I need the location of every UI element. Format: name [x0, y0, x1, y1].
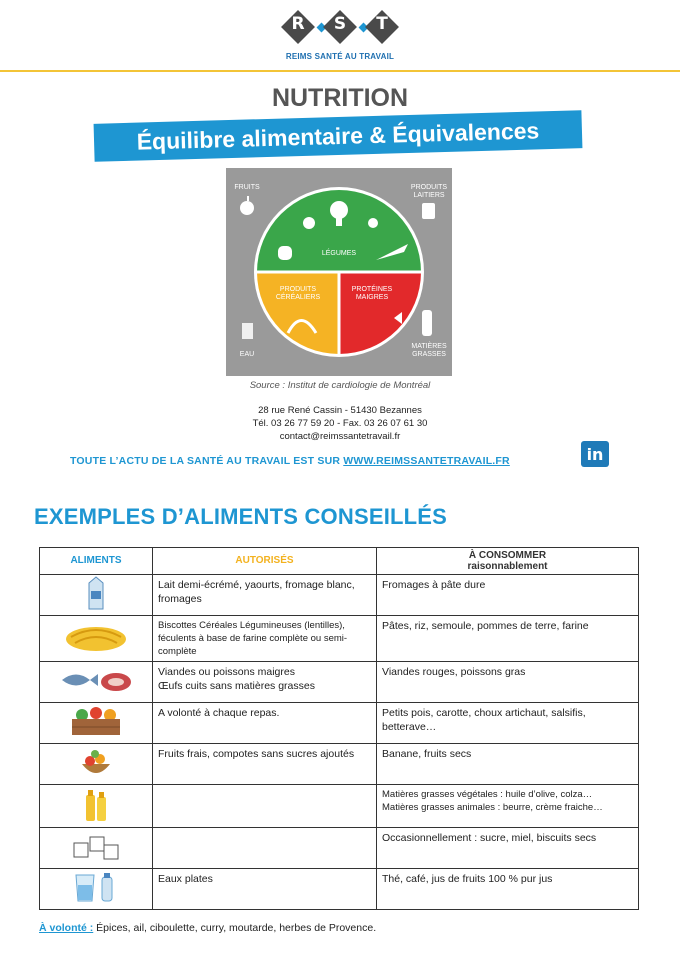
row-autorises: Eaux plates: [153, 869, 377, 910]
address-line: 28 rue René Cassin - 51430 Bezannes: [258, 405, 422, 416]
row-icon-cell: [40, 662, 153, 703]
label-vegetables: LÉGUMES: [321, 250, 357, 257]
header-aliments: ALIMENTS: [40, 548, 153, 575]
header-consommer: [377, 548, 639, 575]
table-row: [40, 575, 639, 616]
sugar-cubes-icon: [68, 829, 124, 863]
label-proteins-2: MAIGRES: [355, 294, 389, 301]
linkedin-icon[interactable]: in: [581, 441, 609, 467]
row-icon-cell: [40, 828, 153, 869]
row-icon-cell: [40, 785, 153, 828]
table-row: [40, 828, 639, 869]
fish-meat-icon: [56, 665, 136, 695]
logo-letter-t: T: [376, 14, 388, 34]
banner-title: Équilibre alimentaire & Équivalences: [136, 117, 540, 155]
plate-svg: [226, 168, 452, 376]
broccoli-stem: [336, 216, 342, 226]
nutrition-plate-figure: [226, 168, 452, 376]
rst-logo: [278, 8, 402, 64]
section-title: EXEMPLES D’ALIMENTS CONSEILLÉS: [34, 504, 448, 529]
row-autorises: Lait demi-écrémé, yaourts, fromage blanc, fromages: [153, 575, 377, 616]
row-autorises: Viandes ou poissons maigres Œufs cuits sans matières grasses: [153, 662, 377, 703]
label-dairy-2: LAITIERS: [413, 192, 445, 199]
milk-carton-icon: [81, 575, 111, 611]
row-consommer: Viandes rouges, poissons gras: [377, 662, 639, 703]
table-row: [40, 785, 639, 828]
table-row: [40, 744, 639, 785]
mushroom-icon: [368, 218, 378, 228]
news-line: [70, 455, 510, 467]
header-divider: [0, 70, 680, 72]
vegetable-crate-icon: [68, 705, 124, 737]
label-cereals-2: CÉRÉALIERS: [275, 294, 321, 301]
footer-lead: À volonté :: [39, 922, 94, 934]
row-consommer: Occasionnellement : sucre, miel, biscuits secs: [377, 828, 639, 869]
footer-text: Épices, ail, ciboulette, curry, moutarde, herbes de Provence.: [93, 922, 377, 934]
website-link[interactable]: WWW.REIMSSANTETRAVAIL.FR: [343, 455, 510, 467]
table-row: [40, 662, 639, 703]
table-header-row: [40, 548, 639, 575]
label-water: EAU: [239, 351, 255, 358]
logo-letter-r: R: [291, 14, 305, 34]
oil-bottles-icon: [81, 785, 111, 823]
fruit-bowl-icon: [78, 744, 114, 780]
row-autorises: A volonté à chaque repas.: [153, 703, 377, 744]
table-row: [40, 869, 639, 910]
row-consommer: Thé, café, jus de fruits 100 % pur jus: [377, 869, 639, 910]
row-consommer: Petits pois, carotte, choux artichaut, salsifis, betterave…: [377, 703, 639, 744]
water-glass-icon: [68, 869, 124, 905]
row-consommer: Pâtes, riz, semoule, pommes de terre, farine: [377, 616, 639, 662]
apple-stem: [247, 196, 249, 201]
garlic-icon: [303, 217, 315, 229]
label-fats-2: GRASSES: [412, 351, 446, 358]
logo-letter-s: S: [333, 14, 347, 34]
table-row: [40, 616, 639, 662]
row-autorises: Fruits frais, compotes sans sucres ajoutés: [153, 744, 377, 785]
logo-tagline: REIMS SANTÉ AU TRAVAIL: [285, 52, 395, 61]
phone-line: Tél. 03 26 77 59 20 - Fax. 03 26 07 61 30: [252, 418, 428, 429]
row-icon-cell: [40, 703, 153, 744]
label-fats-1: MATIÈRES: [411, 343, 447, 350]
row-icon-cell: [40, 575, 153, 616]
apple-icon: [240, 201, 254, 215]
foods-table: [39, 547, 639, 910]
row-consommer: Matières grasses végétales : huile d’olive, colza… Matières grasses animales : beurre, crème fraiche…: [377, 785, 639, 828]
label-proteins-1: PROTÉINES: [351, 286, 393, 293]
table-row: [40, 703, 639, 744]
water-glass-icon: [242, 323, 253, 339]
header-autorises: AUTORISÉS: [153, 548, 377, 575]
row-icon-cell: [40, 616, 153, 662]
header-consommer-line2: raisonnablement: [467, 561, 548, 572]
pepper-icon: [278, 246, 292, 260]
footer-note: [39, 922, 376, 934]
row-consommer: Banane, fruits secs: [377, 744, 639, 785]
oil-bottle-icon: [422, 310, 432, 336]
row-consommer: Fromages à pâte dure: [377, 575, 639, 616]
news-text: TOUTE L’ACTU DE LA SANTÉ AU TRAVAIL EST SUR: [70, 455, 344, 467]
milk-icon: [422, 203, 435, 219]
image-source: Source : Institut de cardiologie de Montréal: [249, 380, 431, 391]
label-fruits: FRUITS: [234, 184, 260, 191]
row-icon-cell: [40, 744, 153, 785]
row-autorises: [153, 828, 377, 869]
header-consommer-line1: À CONSOMMER: [468, 550, 547, 561]
row-icon-cell: [40, 869, 153, 910]
pasta-icon: [61, 619, 131, 655]
email-line[interactable]: contact@reimssantetravail.fr: [279, 431, 401, 442]
label-cereals-1: PRODUITS: [279, 286, 317, 293]
label-dairy-1: PRODUITS: [410, 184, 448, 191]
page-title: NUTRITION: [271, 84, 409, 112]
row-autorises: Biscottes Céréales Légumineuses (lentilles), féculents à base de farine complète ou semi-complète: [153, 616, 377, 662]
row-autorises: [153, 785, 377, 828]
